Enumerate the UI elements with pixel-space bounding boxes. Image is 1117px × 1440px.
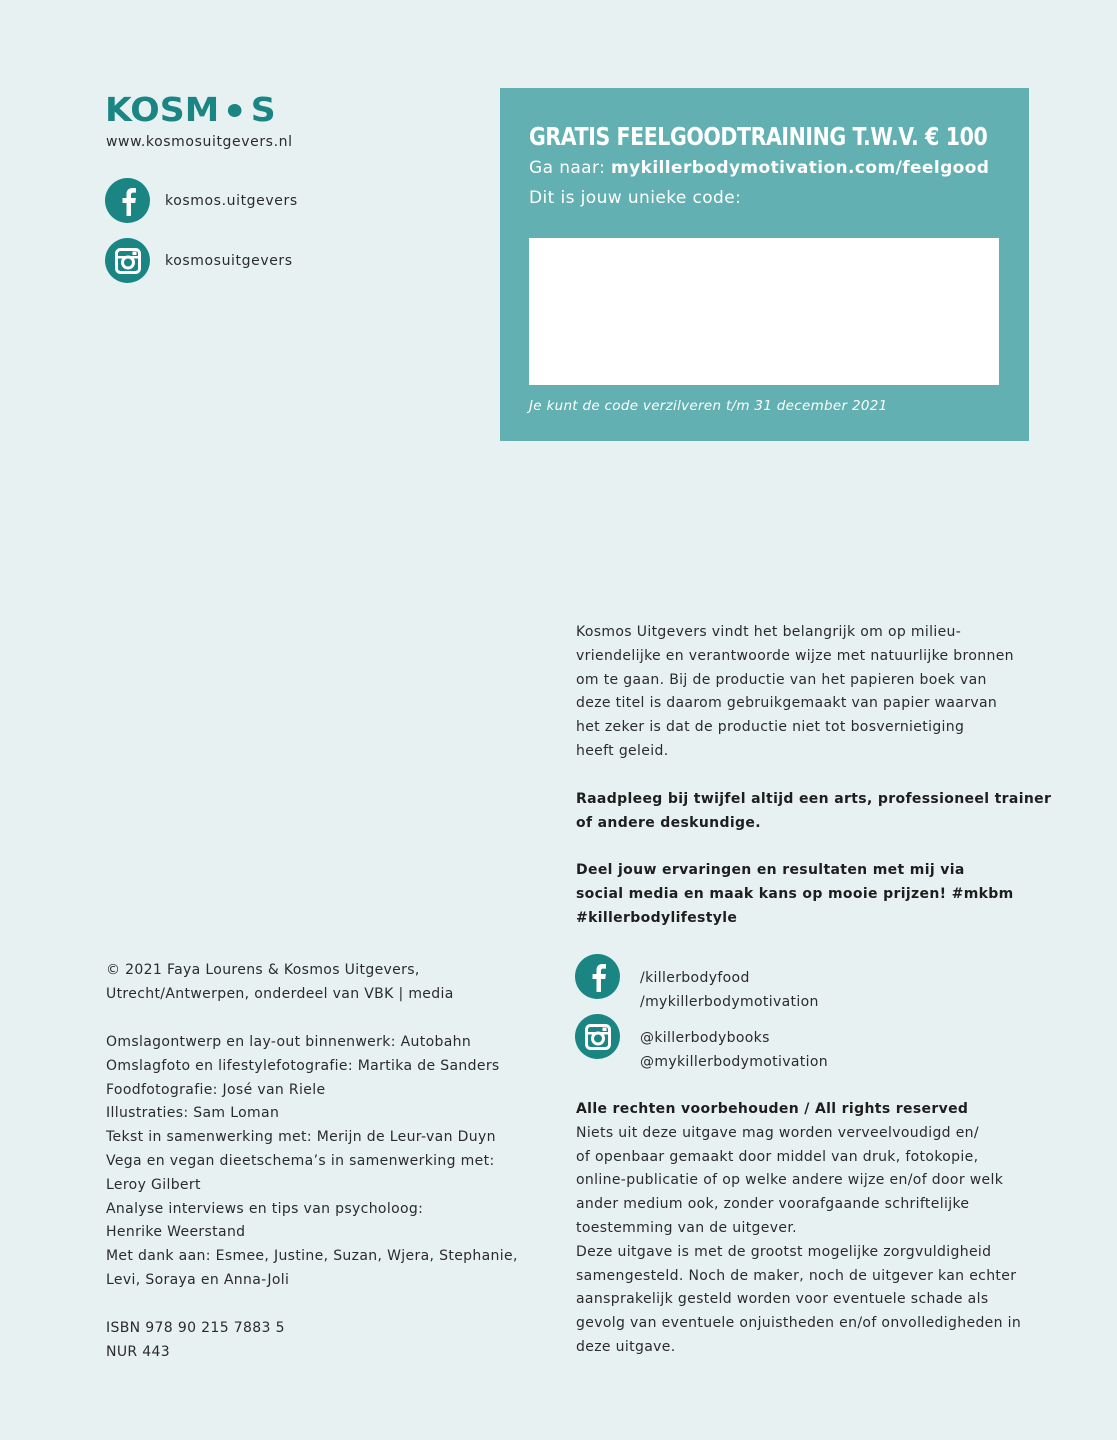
publisher-instagram-handle: kosmosuitgevers — [165, 252, 293, 269]
isbn-number: ISBN 978 90 215 7883 5 — [106, 1320, 285, 1336]
share-note — [576, 859, 1014, 930]
instagram-icon — [575, 1014, 620, 1059]
text-line: of openbaar gemaakt door middel van druk, fotokopie, — [576, 1148, 979, 1165]
facebook-icon — [575, 954, 620, 999]
text-line: het zeker is dat de productie niet tot bosvernietiging — [576, 719, 965, 736]
rights-section — [576, 1098, 1021, 1360]
text-line: Levi, Soraya en Anna-Joli — [106, 1271, 290, 1288]
text-line: ander medium ook, zonder voorafgaande schriftelijke — [576, 1196, 970, 1213]
logo-text-left: KOSM — [105, 90, 220, 129]
author-instagram-handles — [640, 1027, 828, 1075]
promo-goto-line — [529, 158, 989, 178]
text-line: of andere deskundige. — [576, 814, 761, 831]
promo-url-link[interactable]: mykillerbodymotivation.com/feelgood — [611, 158, 990, 178]
text-line: Kosmos Uitgevers vindt het belangrijk om op milieu- — [576, 624, 962, 640]
text-line: heeft geleid. — [576, 742, 669, 759]
promo-validity-note: Je kunt de code verzilveren t/m 31 december 2021 — [529, 398, 888, 414]
text-line: deze uitgave. — [576, 1338, 676, 1355]
text-line: aansprakelijk gesteld worden voor eventuele schade als — [576, 1291, 989, 1308]
rights-heading: Alle rechten voorbehouden / All rights reserved — [576, 1101, 969, 1117]
environment-note — [576, 621, 1014, 764]
text-line: © 2021 Faya Lourens & Kosmos Uitgevers, — [106, 962, 420, 978]
instagram-handle-link[interactable]: @killerbodybooks — [640, 1030, 770, 1046]
text-line: Deel jouw ervaringen en resultaten met mij via — [576, 862, 965, 878]
text-line: Analyse interviews en tips van psycholoog: — [106, 1200, 424, 1217]
facebook-handle-link[interactable]: /mykillerbodymotivation — [640, 993, 819, 1010]
text-line: vriendelijke en verantwoorde wijze met natuurlijke bronnen — [576, 647, 1014, 664]
text-line: Utrecht/Antwerpen, onderdeel van VBK | media — [106, 985, 454, 1002]
facebook-handle-link[interactable]: /killerbodyfood — [640, 970, 750, 986]
text-line: toestemming van de uitgever. — [576, 1219, 797, 1236]
text-line: Foodfotografie: José van Riele — [106, 1081, 326, 1098]
text-line: Niets uit deze uitgave mag worden verveelvoudigd en/ — [576, 1124, 979, 1141]
facebook-icon — [105, 178, 150, 223]
text-line: Met dank aan: Esmee, Justine, Suzan, Wjera, Stephanie, — [106, 1248, 518, 1265]
copyright-section — [106, 959, 454, 1007]
text-line: Vega en vegan dieetschema’s in samenwerking met: — [106, 1152, 495, 1169]
text-line: #killerbodylifestyle — [576, 909, 738, 926]
text-line: Raadpleeg bij twijfel altijd een arts, professioneel trainer — [576, 791, 1052, 807]
text-line: Illustraties: Sam Loman — [106, 1105, 280, 1122]
text-line: Henrike Weerstand — [106, 1224, 246, 1241]
promo-title: GRATIS FEELGOODTRAINING T.W.V. € 100 — [529, 122, 988, 151]
logo-dot-icon — [228, 104, 242, 117]
text-line: deze titel is daarom gebruikgemaakt van papier waarvan — [576, 695, 998, 712]
text-line: social media en maak kans op mooie prijzen! #mkbm — [576, 885, 1014, 902]
kosmos-logo — [105, 92, 276, 128]
text-line: online-publicatie of op welke andere wijze en/of door welk — [576, 1172, 1004, 1189]
publisher-facebook-handle: kosmos.uitgevers — [165, 192, 298, 209]
promo-box — [500, 88, 1029, 441]
promo-goto-prefix: Ga naar: — [529, 158, 612, 178]
text-line: Leroy Gilbert — [106, 1176, 201, 1193]
instagram-icon — [105, 238, 150, 283]
advice-note — [576, 788, 1051, 836]
isbn-section — [106, 1317, 285, 1365]
publisher-facebook[interactable] — [105, 178, 298, 223]
author-facebook-handles — [640, 967, 819, 1015]
text-line: Omslagontwerp en lay-out binnenwerk: Autobahn — [106, 1034, 472, 1050]
logo-text-right: S — [250, 90, 276, 129]
unique-code-box — [529, 238, 999, 385]
text-line: Tekst in samenwerking met: Merijn de Leur-van Duyn — [106, 1129, 496, 1146]
nur-code: NUR 443 — [106, 1343, 171, 1360]
text-line: gevolg van eventuele onjuistheden en/of onvolledigheden in — [576, 1315, 1022, 1332]
publisher-instagram[interactable] — [105, 238, 293, 283]
instagram-handle-link[interactable]: @mykillerbodymotivation — [640, 1053, 829, 1070]
text-line: Deze uitgave is met de grootst mogelijke zorgvuldigheid — [576, 1243, 992, 1260]
credits-section — [106, 1031, 518, 1293]
text-line: om te gaan. Bij de productie van het papieren boek van — [576, 671, 987, 688]
promo-code-label: Dit is jouw unieke code: — [529, 188, 742, 208]
text-line: samengesteld. Noch de maker, noch de uitgever kan echter — [576, 1267, 1017, 1284]
publisher-website-link[interactable]: www.kosmosuitgevers.nl — [106, 134, 293, 150]
text-line: Omslagfoto en lifestylefotografie: Martika de Sanders — [106, 1057, 500, 1074]
